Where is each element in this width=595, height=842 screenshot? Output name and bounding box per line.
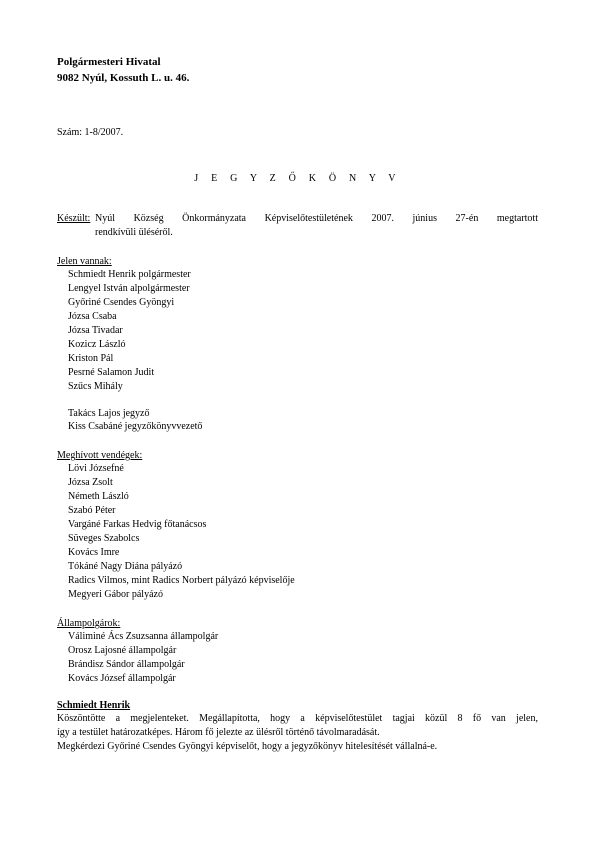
present-label: Jelen vannak:: [57, 256, 112, 267]
present-member: Kriston Pál: [68, 353, 114, 364]
guest-item: Radics Vilmos, mint Radics Norbert pályázó képviselője: [68, 575, 295, 586]
citizen-item: Brándisz Sándor állampolgár: [68, 659, 185, 670]
guest-item: Kovács Imre: [68, 547, 120, 558]
citizen-item: Kovács József állampolgár: [68, 673, 176, 684]
office-address: 9082 Nyúl, Kossuth L. u. 46.: [57, 72, 190, 84]
present-member: Pesrné Salamon Judit: [68, 367, 155, 378]
present-member: Lengyel István alpolgármester: [68, 283, 190, 294]
guest-item: Józsa Zsolt: [68, 477, 113, 488]
guest-item: Németh László: [68, 491, 129, 502]
keszult-text-line2: rendkívüli üléséről.: [95, 227, 173, 238]
guest-item: Süveges Szabolcs: [68, 533, 140, 544]
guest-item: Vargáné Farkas Hedvig főtanácsos: [68, 519, 207, 530]
speech-line2: így a testület határozatképes. Három fő jelezte az ülésről történő távolmaradását.: [57, 727, 380, 738]
present-member: Szűcs Mihály: [68, 381, 123, 392]
speech-line3: Megkérdezi Győriné Csendes Gyöngyi képviselőt, hogy a jegyzőkönyv hitelesítését vállalná-e.: [57, 741, 438, 752]
document-title: J E G Y Z Ő K Ö N Y V: [194, 173, 401, 184]
speech-line1: Köszöntötte a megjelenteket. Megállapította, hogy a képviselőtestület tagjai közül 8 fő van jelen,: [57, 713, 538, 724]
guests-label: Meghívott vendégek:: [57, 450, 143, 461]
citizen-item: Orosz Lajosné állampolgár: [68, 645, 177, 656]
keszult-text-line1: Nyúl Község Önkormányzata Képviselőtestületének 2007. június 27-én megtartott: [95, 213, 538, 224]
present-member: Józsa Tivadar: [68, 325, 123, 336]
present-member: Józsa Csaba: [68, 311, 117, 322]
citizen-item: Váliminé Ács Zsuzsanna állampolgár: [68, 631, 219, 642]
present-member: Győriné Csendes Gyöngyi: [68, 297, 175, 308]
speaker-name: Schmiedt Henrik: [57, 700, 131, 711]
present-staff: Kiss Csabáné jegyzőkönyvvezető: [68, 421, 203, 432]
present-staff: Takács Lajos jegyző: [68, 408, 150, 419]
present-member: Kozicz László: [68, 339, 126, 350]
guest-item: Megyeri Gábor pályázó: [68, 589, 163, 600]
citizens-label: Állampolgárok:: [57, 618, 121, 629]
guest-item: Tókáné Nagy Diána pályázó: [68, 561, 183, 572]
present-member: Schmiedt Henrik polgármester: [68, 269, 191, 280]
keszult-label: Készült:: [57, 213, 91, 224]
office-name: Polgármesteri Hivatal: [57, 56, 161, 68]
reference-number: Szám: 1-8/2007.: [57, 127, 124, 138]
guest-item: Lövi Józsefné: [68, 463, 124, 474]
guest-item: Szabó Péter: [68, 505, 116, 516]
